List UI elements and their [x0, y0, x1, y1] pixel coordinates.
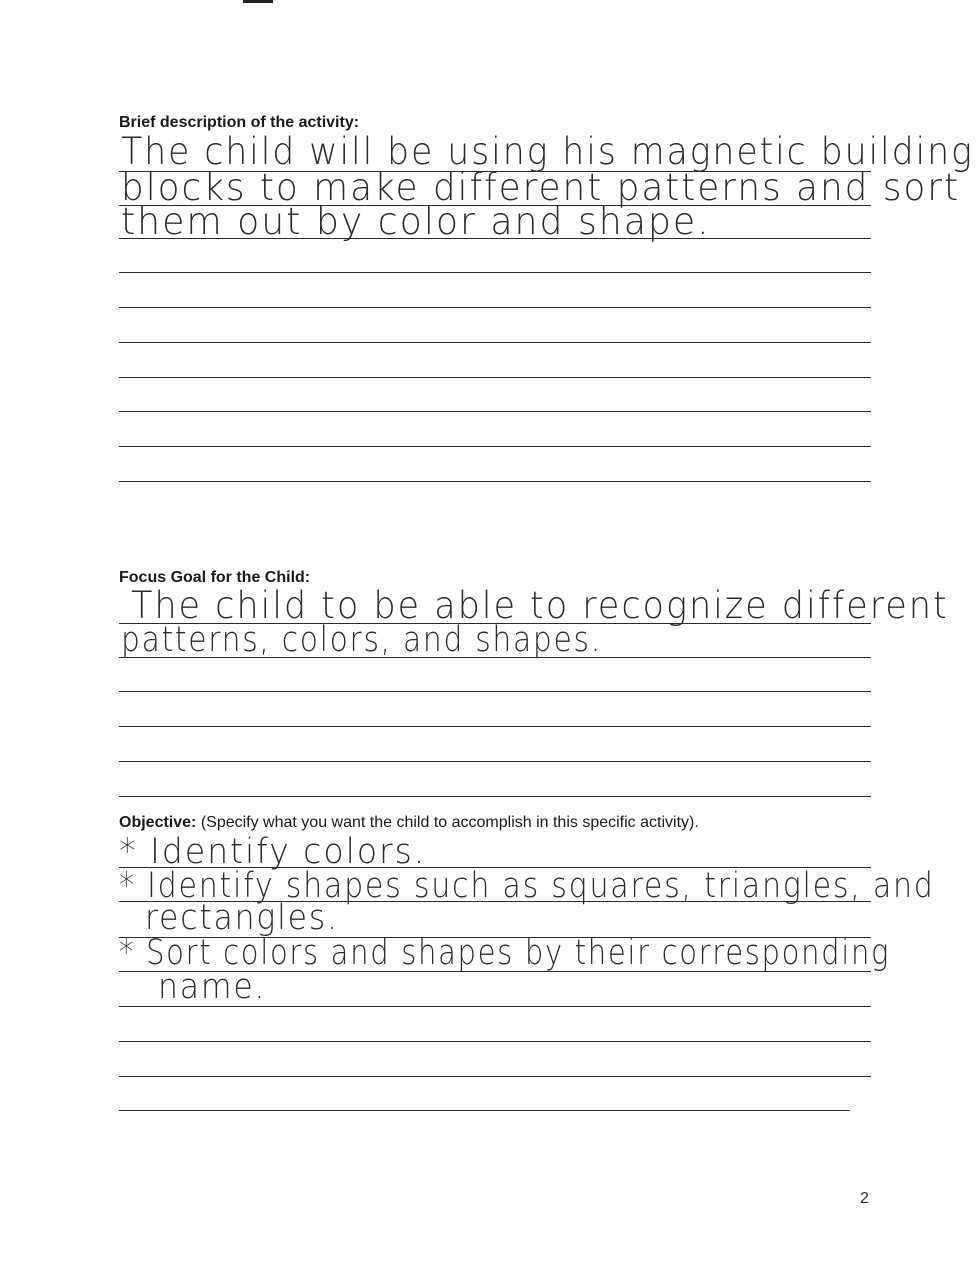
handwritten-objective-line-3: rectangles.: [145, 898, 339, 938]
writing-line: [119, 937, 871, 938]
writing-line: [119, 205, 871, 206]
writing-line: [119, 657, 871, 658]
page-number: 2: [860, 1190, 869, 1207]
handwritten-description-line-2: blocks to make different patterns and sort: [121, 166, 960, 209]
handwritten-objective-line-2: * Identify shapes such as squares, triangles, and: [119, 866, 935, 906]
handwritten-description-line-1: The child will be using his magnetic building: [121, 130, 974, 173]
objective-label: Objective: (Specify what you want the child to accomplish in this specific activity).: [119, 814, 699, 831]
writing-line: [119, 1006, 871, 1007]
writing-line: [119, 377, 871, 378]
writing-line: [119, 481, 871, 482]
handwritten-focus-goal-line-2: patterns, colors, and shapes.: [121, 620, 602, 660]
handwritten-objective-line-5: name.: [158, 967, 267, 1007]
brief-description-label: Brief description of the activity:: [119, 114, 360, 131]
writing-line: [119, 761, 871, 762]
writing-line: [119, 726, 871, 727]
writing-line: [119, 171, 871, 172]
writing-line: [119, 623, 871, 624]
writing-line: [119, 901, 871, 902]
writing-line: [119, 1110, 850, 1111]
writing-line: [119, 691, 871, 692]
objective-instruction: (Specify what you want the child to accomplish in this specific activity).: [200, 814, 699, 831]
writing-line: [119, 446, 871, 447]
handwritten-objective-line-1: * Identify colors.: [119, 832, 427, 872]
writing-line: [119, 307, 871, 308]
handwritten-objective-line-4: * Sort colors and shapes by their corresponding: [119, 933, 891, 973]
writing-line: [119, 1041, 871, 1042]
writing-line: [119, 238, 871, 239]
handwritten-description-line-3: them out by color and shape.: [121, 200, 711, 243]
writing-line: [119, 867, 871, 868]
top-edge-mark: [243, 0, 273, 3]
handwritten-focus-goal-line-1: The child to be able to recognize different: [131, 584, 949, 627]
focus-goal-label: Focus Goal for the Child:: [119, 569, 311, 586]
writing-line: [119, 272, 871, 273]
writing-line: [119, 1076, 871, 1077]
writing-line: [119, 971, 871, 972]
writing-line: [119, 411, 871, 412]
writing-line: [119, 342, 871, 343]
writing-line: [119, 796, 871, 797]
